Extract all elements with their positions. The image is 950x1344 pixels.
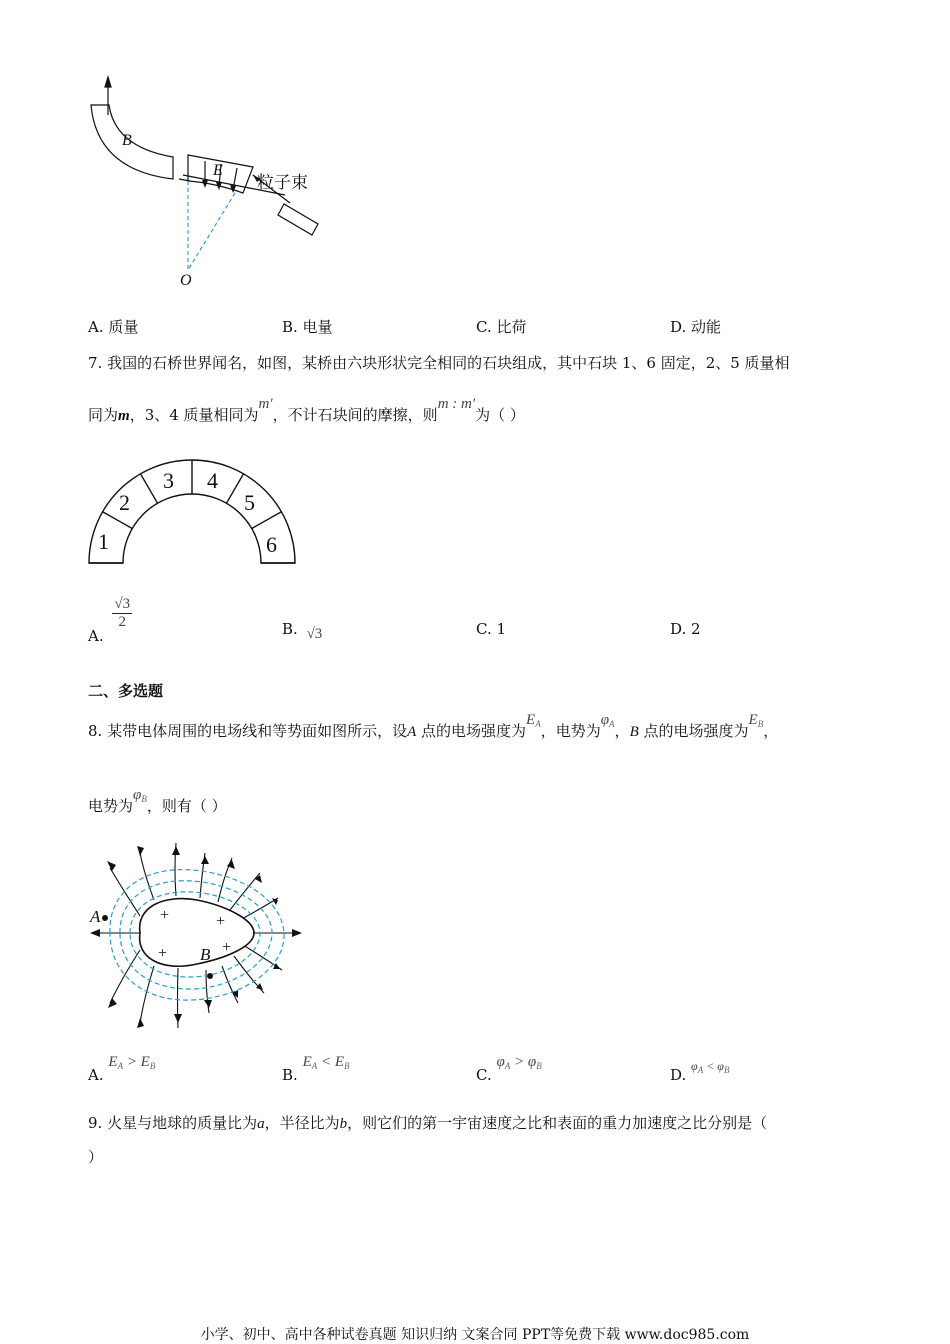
q9-text-line1: 9. 火星与地球的质量比为a，半径比为b，则它们的第一宇宙速度之比和表面的重力加速度之比分别是（ — [88, 1114, 768, 1132]
q7-block-6: 6 — [266, 532, 277, 557]
q7-block-1: 1 — [98, 529, 109, 554]
q6-option-d[interactable]: D. 动能 — [670, 318, 722, 336]
q8-option-c[interactable]: C. $\varphi_A > \varphi_B$ — [476, 1054, 542, 1084]
q8-plus-2: + — [216, 913, 226, 930]
q8-point-B — [207, 973, 213, 979]
q7-option-d[interactable]: D. 2 — [670, 620, 701, 638]
q8-point-A — [102, 915, 108, 921]
q7-option-a-numerator: √3 — [114, 596, 131, 612]
q9-text-line2: ） — [88, 1148, 104, 1166]
q6-label-E: E — [213, 162, 223, 179]
q7-block-5: 5 — [244, 490, 255, 515]
q7-bridge-figure — [85, 455, 300, 570]
q6-option-a[interactable]: A. 质量 — [88, 318, 139, 336]
q8-option-d[interactable]: D. $\varphi_A < \varphi_B$ — [670, 1059, 730, 1084]
q6-option-b[interactable]: B. 电量 — [282, 318, 333, 336]
q8-label-B: B — [200, 945, 211, 964]
q7-block-4: 4 — [207, 468, 218, 493]
page-footer: 小学、初中、高中各种试卷真题 知识归纳 文案合同 PPT等免费下载 www.doc985.com — [200, 1327, 750, 1343]
q8-option-a[interactable]: A. $E_A > E_B$ — [88, 1054, 156, 1084]
q6-figure — [75, 75, 345, 290]
q8-plus-4: + — [222, 939, 232, 956]
q8-text-line2: 电势为$\varphi_B$，则有（ ） — [88, 787, 227, 815]
section-title-multiple-choice: 二、多选题 — [88, 682, 164, 700]
q6-label-O: O — [180, 272, 192, 289]
q7-block-3: 3 — [163, 468, 174, 493]
q7-symbol-m: m — [118, 408, 130, 424]
q6-label-beam: 粒子束 — [257, 173, 308, 192]
q7-symbol-m-prime: m′ — [258, 396, 273, 412]
q7-option-a-denominator: 2 — [118, 613, 126, 630]
q6-option-c[interactable]: C. 比荷 — [476, 318, 527, 336]
q8-field-figure — [82, 838, 307, 1033]
q7-ratio: m : m′ — [437, 396, 476, 412]
q8-option-b[interactable]: B. $E_A < E_B$ — [282, 1054, 350, 1084]
q7-option-a[interactable]: A. $\frac{√3}{2}$ — [88, 596, 131, 645]
q8-plus-3: + — [158, 945, 168, 962]
q6-label-B: B — [122, 132, 132, 149]
q8-text-line1: 8. 某带电体周围的电场线和等势面如图所示，设A 点的电场强度为$E_A$，电势为$\varphi_A$，B 点的电场强度为$E_B$， — [88, 712, 779, 740]
q7-block-2: 2 — [119, 490, 130, 515]
q8-label-A: A — [90, 907, 101, 926]
q7-text-line2: 同为m，3、4 质量相同为m′，不计石块间的摩擦，则m : m′为（ ） — [88, 396, 525, 424]
q7-text-line1: 7. 我国的石桥世界闻名，如图，某桥由六块形状完全相同的石块组成，其中石块 1、6 固定，2、5 质量相 — [88, 354, 790, 372]
q8-plus-1: + — [160, 907, 170, 924]
q7-option-c[interactable]: C. 1 — [476, 620, 507, 638]
q7-option-b[interactable]: B. √3 — [282, 620, 323, 642]
